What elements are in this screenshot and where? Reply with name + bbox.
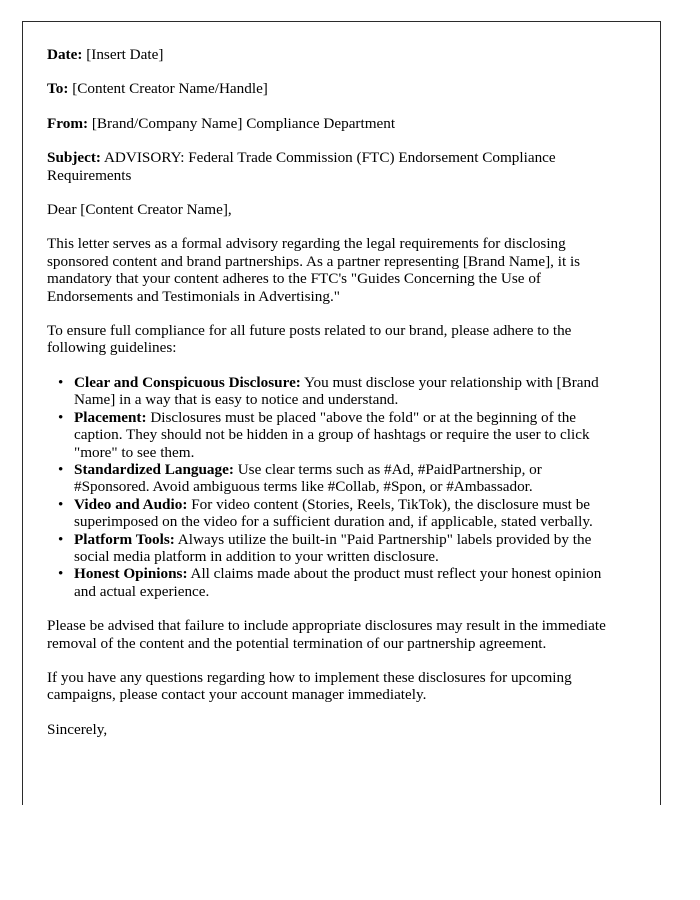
list-item [47,409,613,461]
header-field-date-label: Date: [47,46,83,63]
list-item [47,496,613,531]
guideline-term: Platform Tools: [74,530,175,548]
header-field-from-label: From: [47,114,89,132]
header-field-from-value: [Brand/Company Name] Compliance Department [91,114,396,132]
header-field-to-label: To: [47,80,69,98]
guideline-text: For video content (Stories, Reels, TikTok), the disclosure must be superimposed on the video for a sufficient duration and, if applicable, stated verbally. [74,495,593,531]
header-field-to-value: [Content Creator Name/Handle] [72,80,268,98]
header-field-date-value: [Insert Date] [86,46,164,63]
list-item [47,531,613,566]
guideline-term: Standardized Language: [74,460,234,478]
header-field-from [47,115,613,132]
header-field-subject-value: ADVISORY: Federal Trade Commission (FTC) Endorsement Compliance Requirements [47,149,556,184]
guideline-text: Disclosures must be placed "above the fold" or at the beginning of the caption. They should not be hidden in a group of hashtags or require the user to click "more" to see them. [74,408,590,461]
list-item [47,565,613,600]
guideline-term: Video and Audio: [74,495,188,513]
header-field-date [47,46,613,63]
guideline-text: Use clear terms such as #Ad, #PaidPartnership, or #Sponsored. Avoid ambiguous terms like #Collab, #Spon, or #Ambassador. [74,460,542,496]
header-field-to [47,80,613,97]
intro-paragraph-2: To ensure full compliance for all future posts related to our brand, please adhere to the following guidelines: [47,322,572,357]
guideline-text: Always utilize the built-in "Paid Partnership" labels provided by the social media platform in addition to your written disclosure. [74,530,592,565]
closing-paragraph-1: Please be advised that failure to include appropriate disclosures may result in the immediate removal of the content and the potential termination of our partnership agreement. [47,617,606,652]
salutation: Dear [Content Creator Name], [47,201,232,219]
guideline-term: Placement: [74,408,147,426]
guideline-text: You must disclose your relationship with [Brand Name] in a way that is easy to notice and understand. [74,373,599,409]
closing-paragraph-2: If you have any questions regarding how to implement these disclosures for upcoming campaigns, please contact your account manager immediately. [47,668,572,704]
header-field-subject [47,149,613,184]
letter-body [47,46,613,738]
signoff: Sincerely, [47,720,108,738]
list-item [47,461,613,496]
document-page [22,21,661,805]
list-item [47,374,613,409]
guideline-text: All claims made about the product must reflect your honest opinion and actual experience. [74,565,602,600]
intro-paragraph-1: This letter serves as a formal advisory regarding the legal requirements for disclosing sponsored content and brand partnerships. As a partner representing [Brand Name], it is mandatory that your content adheres to the FTC's "Guides Concerning the Use of Endorsements and Testimonials in Advertising." [47,235,581,305]
guideline-term: Honest Opinions: [74,565,188,583]
guideline-term: Clear and Conspicuous Disclosure: [74,373,301,391]
guidelines-list [47,374,613,600]
header-field-subject-label: Subject: [47,149,101,167]
